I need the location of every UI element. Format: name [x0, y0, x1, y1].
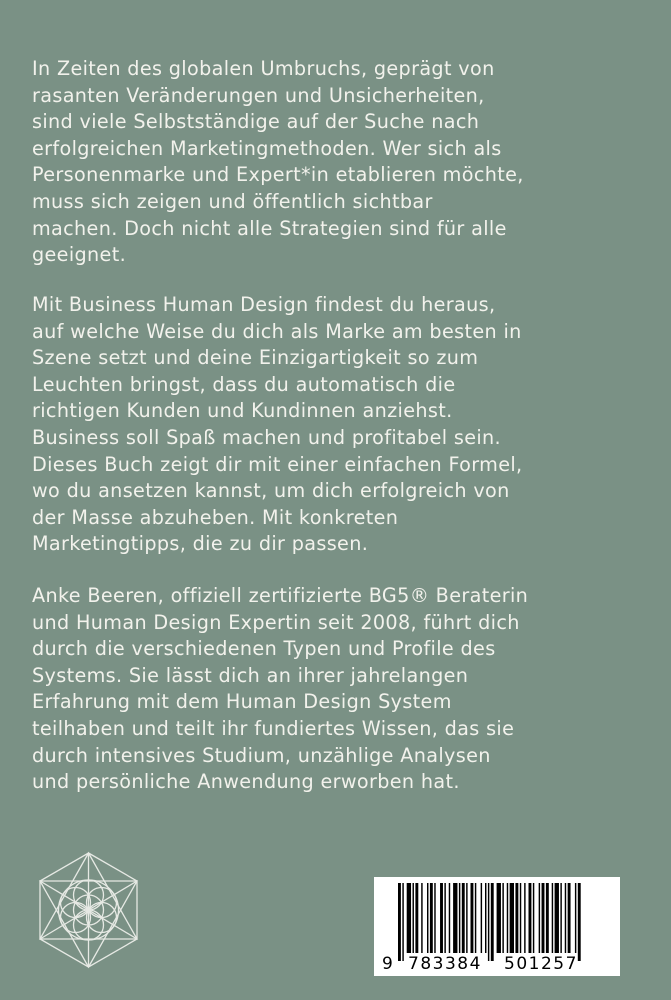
barcode-bar [475, 883, 476, 953]
sacred-geometry-hexagon-icon [36, 851, 141, 969]
barcode-bar [415, 883, 418, 953]
blurb-paragraph-book: Mit Business Human Design findest du heraus, auf welche Weise du dich als Marke am besten in Szene setzt und deine Einzigartigkeit so zum Leuchten bringst, dass du automatisch die richtigen Kunden und Kundinnen anziehst. Business soll Spaß machen und profitabel sein. Dieses Buch zeigt dir mit einer einfachen Formel, wo du ansetzen kannst, um dich erfolgreich von der Masse abzuheben. Mit konkreten Marketingtipps, die zu dir passen. [32, 293, 523, 556]
barcode-bar [488, 883, 489, 961]
barcode-bar [502, 883, 503, 953]
barcode-bar [542, 883, 545, 953]
barcode-digit-prefix: 9 [382, 954, 393, 974]
barcode-bar [546, 883, 549, 953]
barcode-bar [471, 883, 474, 953]
barcode-digits-right: 501257 [504, 954, 578, 974]
barcode-bar [515, 883, 518, 953]
barcode-bar [427, 883, 428, 953]
barcode-bar [413, 883, 414, 953]
barcode-bar [552, 883, 553, 953]
barcode-bar [453, 883, 457, 953]
barcode-bar [524, 883, 525, 953]
barcode-bar [578, 883, 581, 961]
barcode-bar [533, 883, 534, 953]
barcode-bar [440, 883, 443, 953]
blurb-paragraph-author: Anke Beeren, offiziell zertifizierte BG5® Beraterin und Human Design Expertin seit 2008, führt dich durch die verschiedenen Typen und Profile des Systems. Sie lässt dich an ihrer jahrelangen Erfahrung mit dem Human Design System teilhaben und teilt ihr fundiertes Wissen, das sie durch intensives Studium, unzählige Analysen und persönliche Anwendung erworben hat. [32, 584, 529, 794]
barcode-digits-left: 783384 [408, 954, 482, 974]
barcode-bar [539, 883, 540, 953]
barcode-bar [520, 883, 521, 953]
barcode-bar [444, 883, 445, 953]
barcode-bar [560, 883, 561, 953]
blurb-paragraph-intro: In Zeiten des globalen Umbruchs, geprägt von rasanten Veränderungen und Unsicherheiten, sind viele Selbstständige auf der Suche nach erfolgreichen Marketingmethoden. Wer sich als Personenmarke und Expert*in etablieren möchte, muss sich zeigen und öffentlich sichtbar machen. Doch nicht alle Strategien sind für alle geeignet. [32, 57, 524, 267]
isbn-barcode [374, 877, 620, 976]
barcode-bar [466, 883, 467, 953]
barcode-bar [510, 883, 514, 953]
barcode-bar [485, 883, 486, 953]
barcode-bar [529, 883, 532, 953]
barcode-bar [459, 883, 460, 953]
barcode-bar [407, 883, 411, 953]
barcode-bar [421, 883, 422, 953]
barcode-bar [555, 883, 559, 953]
barcode-bar [497, 883, 501, 953]
barcode-bar [481, 883, 482, 953]
barcode-bar [398, 883, 401, 961]
barcode-bar [575, 883, 576, 953]
barcode-bar [565, 883, 566, 953]
barcode-bar [491, 883, 494, 961]
barcode-bar [402, 883, 403, 961]
barcode-bar [434, 883, 435, 953]
barcode-bar [568, 883, 571, 953]
barcode-bar [507, 883, 508, 953]
barcode-bar [462, 883, 465, 953]
barcode-bar [449, 883, 450, 953]
barcode-bar [430, 883, 433, 953]
